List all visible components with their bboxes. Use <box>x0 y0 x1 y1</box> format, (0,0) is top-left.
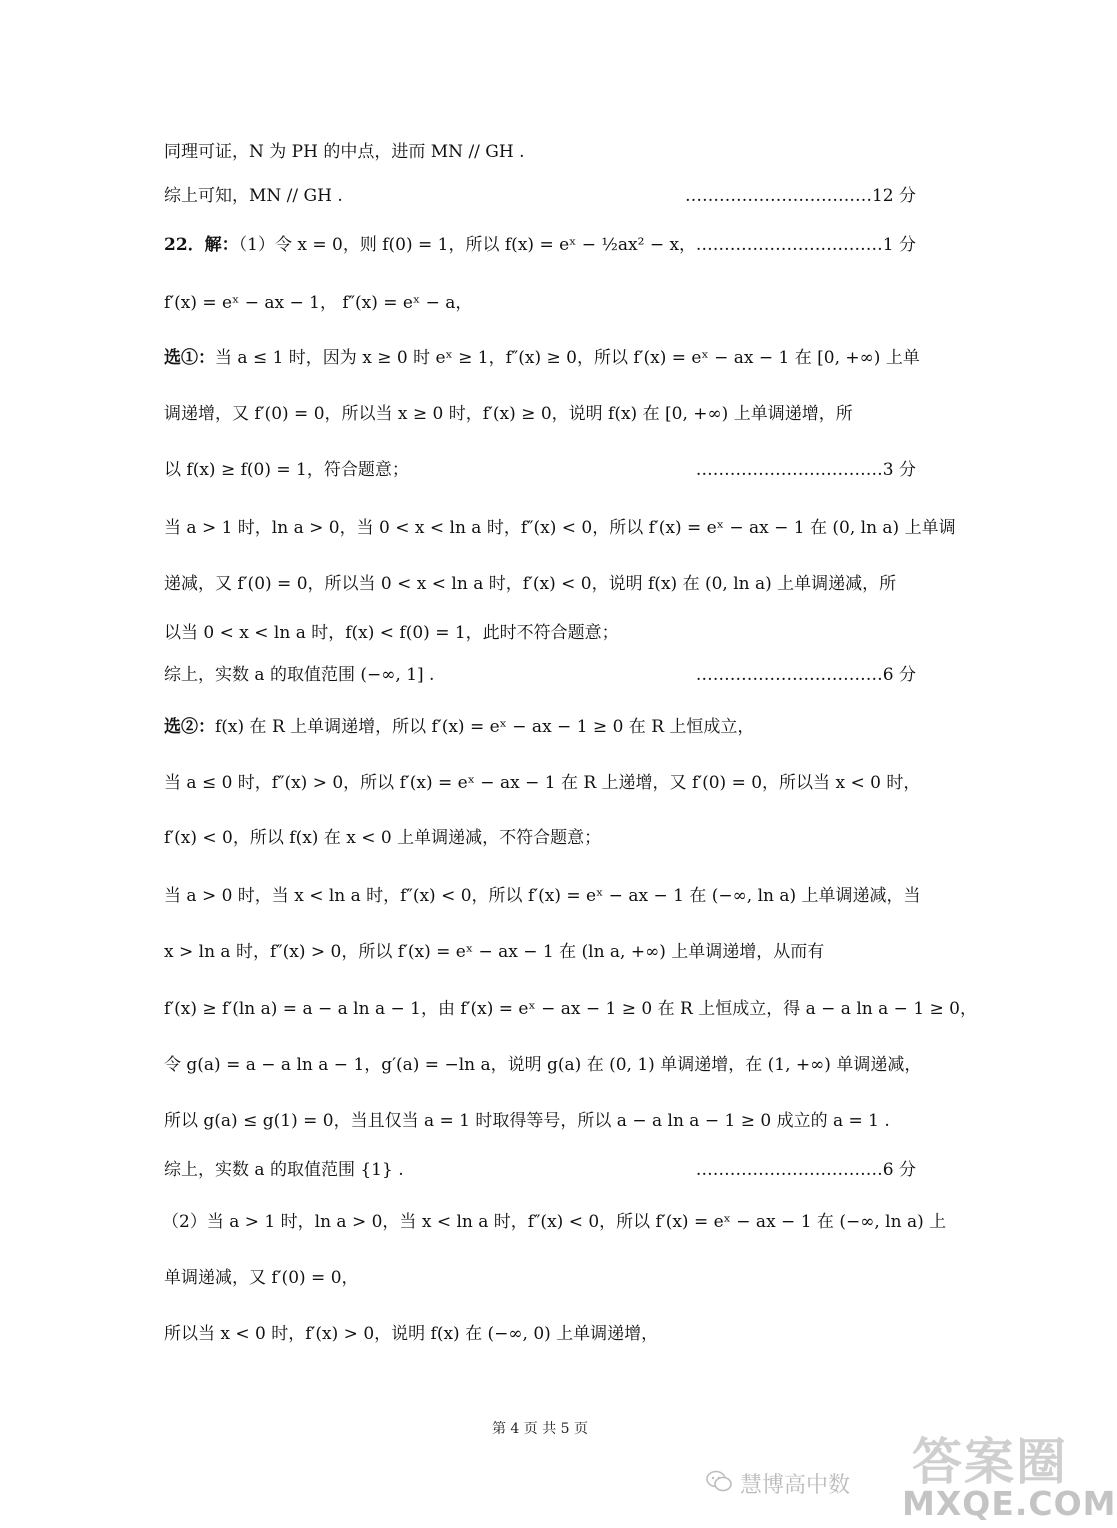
text-line: 以当 0 < x < ln a 时，f(x) < f(0) = 1，此时不符合题意； <box>164 623 619 643</box>
text-segment: 当 a ≤ 1 时，因为 x ≥ 0 时 eˣ ≥ 1，f″(x) ≥ 0，所以 f′(x) = eˣ − ax − 1 在 [0, +∞) 上单 <box>215 348 920 368</box>
text-line: 所以 g(a) ≤ g(1) = 0，当且仅当 a = 1 时取得等号，所以 a − a ln a − 1 ≥ 0 成立的 a = 1 . <box>164 1111 890 1131</box>
score-mark: ……………………………6 分 <box>695 1160 916 1180</box>
text-line: x > ln a 时，f″(x) > 0，所以 f′(x) = eˣ − ax − 1 在 (ln a, +∞) 上单调递增，从而有 <box>164 942 825 962</box>
text-line: 所以当 x < 0 时，f′(x) > 0，说明 f(x) 在 (−∞, 0) 上单调递增， <box>164 1324 659 1344</box>
text-line: 以 f(x) ≥ f(0) = 1，符合题意； <box>164 460 409 480</box>
watermark-account: 慧博高中数 <box>740 1473 851 1498</box>
text-line: 综上，实数 a 的取值范围 {1} . <box>164 1160 404 1180</box>
text-line: f′(x) ≥ f′(ln a) = a − a ln a − 1，由 f′(x) = eˣ − ax − 1 ≥ 0 在 R 上恒成立，得 a − a ln a − 1 ≥ 0， <box>164 999 978 1019</box>
wechat-icon <box>706 1470 732 1492</box>
text-line: 单调递减，又 f′(0) = 0， <box>164 1268 359 1288</box>
text-line: 当 a ≤ 0 时，f″(x) > 0，所以 f′(x) = eˣ − ax − 1 在 R 上递增，又 f′(0) = 0，所以当 x < 0 时， <box>164 773 921 793</box>
text-line: 令 g(a) = a − a ln a − 1，g′(a) = −ln a，说明 g(a) 在 (0, 1) 单调递增，在 (1, +∞) 单调递减， <box>164 1055 922 1075</box>
choice-label: 选②： <box>164 717 215 737</box>
text-line: 当 a > 1 时，ln a > 0，当 0 < x < ln a 时，f″(x) < 0，所以 f′(x) = eˣ − ax − 1 在 (0, ln a) 上单调 <box>164 518 956 538</box>
text-line: f′(x) < 0，所以 f(x) 在 x < 0 上单调递减，不符合题意； <box>164 828 602 848</box>
text-line: 综上可知，MN // GH . <box>164 186 343 206</box>
text-line: f′(x) = eˣ − ax − 1， f″(x) = eˣ − a， <box>164 293 473 313</box>
choice-line <box>164 714 916 740</box>
watermark-logo <box>902 1418 1117 1526</box>
score-mark: ……………………………3 分 <box>695 460 916 480</box>
score-mark: ……………………………1 分 <box>695 235 916 255</box>
score-mark: ……………………………6 分 <box>695 665 916 685</box>
text-line: 递减，又 f′(0) = 0，所以当 0 < x < ln a 时，f′(x) < 0，说明 f(x) 在 (0, ln a) 上单调递减，所 <box>164 574 897 594</box>
text-line: （2）当 a > 1 时，ln a > 0，当 x < ln a 时，f″(x) < 0，所以 f′(x) = eˣ − ax − 1 在 (−∞, ln a) 上 <box>162 1212 947 1232</box>
text-line: 当 a > 0 时，当 x < ln a 时，f″(x) < 0，所以 f′(x) = eˣ − ax − 1 在 (−∞, ln a) 上单调递减，当 <box>164 886 921 906</box>
text-segment: （1）令 x = 0，则 f(0) = 1，所以 f(x) = eˣ − ½ax² − x， <box>238 235 697 255</box>
text-line: 调递增，又 f′(0) = 0，所以当 x ≥ 0 时，f′(x) ≥ 0，说明 f(x) 在 [0, +∞) 上单调递增，所 <box>164 404 853 424</box>
watermark-logo-url: MXQE.COM <box>902 1484 1117 1523</box>
page-footer: 第 4 页 共 5 页 <box>491 1421 589 1437</box>
score-mark: ……………………………12 分 <box>684 186 916 206</box>
question-label: 22．解： <box>164 235 239 255</box>
choice-label: 选①： <box>164 348 215 368</box>
watermark-logo-title: 答案圈 <box>912 1433 1068 1491</box>
choice-line <box>164 345 920 371</box>
text-line: 综上，实数 a 的取值范围 (−∞, 1] . <box>164 665 435 685</box>
text-line: 同理可证，N 为 PH 的中点，进而 MN // GH . <box>164 142 525 162</box>
text-segment: f(x) 在 R 上单调递增，所以 f′(x) = eˣ − ax − 1 ≥ 0 在 R 上恒成立， <box>215 717 755 737</box>
